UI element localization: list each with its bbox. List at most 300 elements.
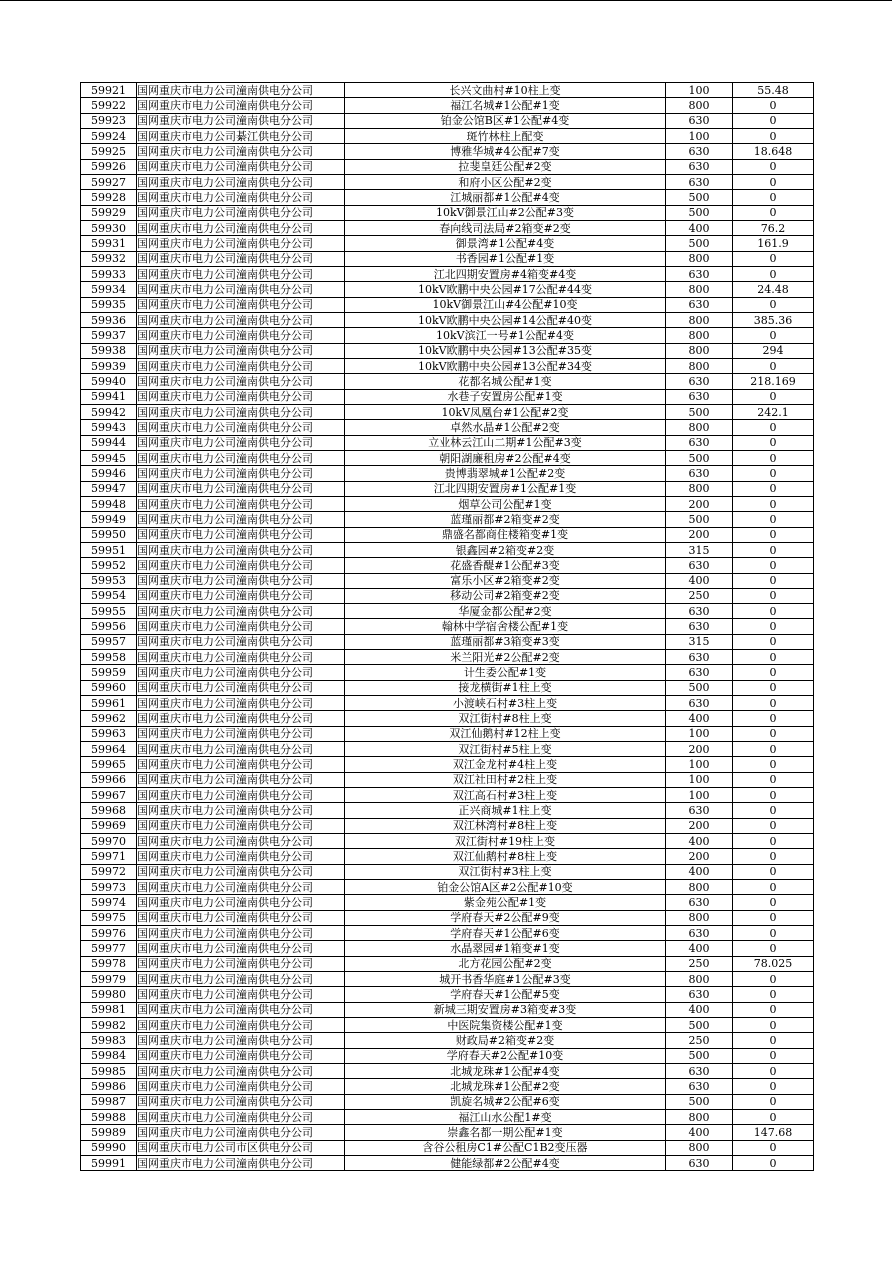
table-row [81,956,814,971]
value-cell: 0 [733,849,814,864]
company-cell: 国网重庆市电力公司潼南供电分公司 [137,880,345,895]
row-id-cell: 59941 [81,389,137,404]
transformer-name-cell: 移动公司#2箱变#2变 [345,588,666,603]
table-row [81,1002,814,1017]
capacity-cell: 315 [666,542,733,557]
capacity-cell: 100 [666,83,733,98]
transformer-name-cell: 蓝瑾丽都#3箱变#3变 [345,634,666,649]
table-row [81,619,814,634]
row-id-cell: 59968 [81,803,137,818]
transformer-name-cell: 贵博翡翠城#1公配#2变 [345,466,666,481]
capacity-cell: 630 [666,466,733,481]
row-id-cell: 59934 [81,282,137,297]
table-row [81,972,814,987]
row-id-cell: 59975 [81,910,137,925]
transformer-name-cell: 翰林中学宿舍楼公配#1变 [345,619,666,634]
capacity-cell: 200 [666,818,733,833]
row-id-cell: 59963 [81,726,137,741]
value-cell: 0 [733,1079,814,1094]
transformer-name-cell: 接龙横街#1柱上变 [345,680,666,695]
table-row [81,742,814,757]
table-row [81,573,814,588]
data-sheet [80,82,814,1171]
company-cell: 国网重庆市电力公司潼南供电分公司 [137,588,345,603]
row-id-cell: 59962 [81,711,137,726]
capacity-cell: 630 [666,174,733,189]
value-cell: 0 [733,358,814,373]
transformer-name-cell: 铂金公馆A区#2公配#10变 [345,880,666,895]
table-row [81,1094,814,1109]
company-cell: 国网重庆市电力公司潼南供电分公司 [137,1155,345,1170]
company-cell: 国网重庆市电力公司潼南供电分公司 [137,358,345,373]
value-cell: 0 [733,435,814,450]
company-cell: 国网重庆市电力公司潼南供电分公司 [137,726,345,741]
value-cell: 0 [733,1094,814,1109]
row-id-cell: 59952 [81,558,137,573]
value-cell: 0 [733,512,814,527]
value-cell: 0 [733,1002,814,1017]
table-row [81,726,814,741]
transformer-name-cell: 正兴商城#1柱上变 [345,803,666,818]
capacity-cell: 630 [666,604,733,619]
capacity-cell: 630 [666,374,733,389]
value-cell: 0 [733,1064,814,1079]
capacity-cell: 500 [666,404,733,419]
row-id-cell: 59936 [81,312,137,327]
transformer-name-cell: 学府春天#2公配#9变 [345,910,666,925]
company-cell: 国网重庆市电力公司潼南供电分公司 [137,1125,345,1140]
value-cell: 0 [733,604,814,619]
value-cell: 0 [733,558,814,573]
transformer-name-cell: 小渡峡石村#3柱上变 [345,696,666,711]
transformer-name-cell: 烟草公司公配#1变 [345,496,666,511]
table-row [81,849,814,864]
value-cell: 0 [733,174,814,189]
capacity-cell: 630 [666,987,733,1002]
transformer-name-cell: 富乐小区#2箱变#2变 [345,573,666,588]
transformer-name-cell: 双江街村#19柱上变 [345,834,666,849]
row-id-cell: 59954 [81,588,137,603]
company-cell: 国网重庆市电力公司潼南供电分公司 [137,205,345,220]
value-cell: 0 [733,481,814,496]
table-row [81,1064,814,1079]
company-cell: 国网重庆市电力公司潼南供电分公司 [137,389,345,404]
value-cell: 0 [733,205,814,220]
company-cell: 国网重庆市电力公司潼南供电分公司 [137,895,345,910]
company-cell: 国网重庆市电力公司潼南供电分公司 [137,174,345,189]
capacity-cell: 500 [666,1048,733,1063]
capacity-cell: 400 [666,864,733,879]
table-row [81,466,814,481]
row-id-cell: 59961 [81,696,137,711]
table-row [81,910,814,925]
table-row [81,941,814,956]
transformer-name-cell: 新城三期安置房#3箱变#3变 [345,1002,666,1017]
table-row [81,1155,814,1170]
transformer-name-cell: 健能绿都#2公配#4变 [345,1155,666,1170]
company-cell: 国网重庆市电力公司潼南供电分公司 [137,987,345,1002]
value-cell: 0 [733,1109,814,1124]
table-row [81,1018,814,1033]
transformer-name-cell: 长兴文曲村#10柱上变 [345,83,666,98]
value-cell: 0 [733,864,814,879]
capacity-cell: 500 [666,512,733,527]
transformer-name-cell: 蓝瑾丽都#2箱变#2变 [345,512,666,527]
company-cell: 国网重庆市电力公司潼南供电分公司 [137,972,345,987]
table-row [81,1079,814,1094]
value-cell: 0 [733,619,814,634]
transformer-name-cell: 水晶翠园#1箱变#1变 [345,941,666,956]
row-id-cell: 59987 [81,1094,137,1109]
company-cell: 国网重庆市电力公司潼南供电分公司 [137,818,345,833]
transformer-name-cell: 朝阳湖廉租房#2公配#4变 [345,450,666,465]
table-row [81,251,814,266]
table-row [81,481,814,496]
value-cell: 0 [733,266,814,281]
capacity-cell: 800 [666,358,733,373]
capacity-cell: 250 [666,1033,733,1048]
company-cell: 国网重庆市电力公司潼南供电分公司 [137,312,345,327]
transformer-name-cell: 春向线司法局#2箱变#2变 [345,220,666,235]
table-row [81,926,814,941]
row-id-cell: 59973 [81,880,137,895]
transformer-name-cell: 双江仙鹅村#8柱上变 [345,849,666,864]
capacity-cell: 500 [666,680,733,695]
table-row [81,1033,814,1048]
table-row [81,220,814,235]
table-row [81,772,814,787]
transformer-name-cell: 计生委公配#1变 [345,665,666,680]
capacity-cell: 400 [666,711,733,726]
company-cell: 国网重庆市电力公司潼南供电分公司 [137,604,345,619]
company-cell: 国网重庆市电力公司潼南供电分公司 [137,1033,345,1048]
company-cell: 国网重庆市电力公司潼南供电分公司 [137,834,345,849]
row-id-cell: 59979 [81,972,137,987]
value-cell: 0 [733,834,814,849]
table-row [81,159,814,174]
value-cell: 0 [733,328,814,343]
table-row [81,496,814,511]
table-row [81,634,814,649]
capacity-cell: 250 [666,956,733,971]
company-cell: 国网重庆市电力公司潼南供电分公司 [137,665,345,680]
table-row [81,880,814,895]
company-cell: 国网重庆市电力公司潼南供电分公司 [137,144,345,159]
company-cell: 国网重庆市电力公司潼南供电分公司 [137,83,345,98]
row-id-cell: 59964 [81,742,137,757]
company-cell: 国网重庆市电力公司潼南供电分公司 [137,466,345,481]
table-row [81,542,814,557]
row-id-cell: 59927 [81,174,137,189]
row-id-cell: 59943 [81,420,137,435]
row-id-cell: 59931 [81,236,137,251]
row-id-cell: 59980 [81,987,137,1002]
capacity-cell: 800 [666,1109,733,1124]
capacity-cell: 100 [666,757,733,772]
row-id-cell: 59939 [81,358,137,373]
row-id-cell: 59928 [81,190,137,205]
row-id-cell: 59957 [81,634,137,649]
row-id-cell: 59982 [81,1018,137,1033]
capacity-cell: 630 [666,803,733,818]
transformer-name-cell: 学府春天#2公配#10变 [345,1048,666,1063]
table-row [81,788,814,803]
company-cell: 国网重庆市电力公司潼南供电分公司 [137,1048,345,1063]
capacity-cell: 200 [666,527,733,542]
row-id-cell: 59935 [81,297,137,312]
row-id-cell: 59959 [81,665,137,680]
company-cell: 国网重庆市电力公司潼南供电分公司 [137,481,345,496]
capacity-cell: 630 [666,1064,733,1079]
value-cell: 0 [733,726,814,741]
transformer-name-cell: 中医院集资楼公配#1变 [345,1018,666,1033]
company-cell: 国网重庆市电力公司潼南供电分公司 [137,711,345,726]
company-cell: 国网重庆市电力公司潼南供电分公司 [137,450,345,465]
transformer-name-cell: 学府春天#1公配#6变 [345,926,666,941]
row-id-cell: 59970 [81,834,137,849]
capacity-cell: 630 [666,558,733,573]
value-cell: 0 [733,818,814,833]
value-cell: 18.648 [733,144,814,159]
transformer-name-cell: 御景湾#1公配#4变 [345,236,666,251]
value-cell: 0 [733,803,814,818]
table-row [81,389,814,404]
row-id-cell: 59929 [81,205,137,220]
company-cell: 国网重庆市电力公司潼南供电分公司 [137,1018,345,1033]
company-cell: 国网重庆市电力公司潼南供电分公司 [137,404,345,419]
table-row [81,297,814,312]
capacity-cell: 800 [666,910,733,925]
company-cell: 国网重庆市电力公司潼南供电分公司 [137,849,345,864]
table-row [81,174,814,189]
transformer-name-cell: 博雅华城#4公配#7变 [345,144,666,159]
transformer-name-cell: 福江山水公配1#变 [345,1109,666,1124]
transformer-name-cell: 10kV欧鹏中央公园#13公配#34变 [345,358,666,373]
row-id-cell: 59946 [81,466,137,481]
transformer-table [80,82,814,1171]
capacity-cell: 400 [666,573,733,588]
table-row [81,895,814,910]
transformer-name-cell: 双江社田村#2柱上变 [345,772,666,787]
value-cell: 0 [733,128,814,143]
value-cell: 0 [733,113,814,128]
capacity-cell: 630 [666,113,733,128]
row-id-cell: 59974 [81,895,137,910]
capacity-cell: 800 [666,880,733,895]
value-cell: 0 [733,251,814,266]
table-row [81,527,814,542]
row-id-cell: 59924 [81,128,137,143]
row-id-cell: 59926 [81,159,137,174]
company-cell: 国网重庆市电力公司潼南供电分公司 [137,619,345,634]
transformer-name-cell: 北城龙珠#1公配#2变 [345,1079,666,1094]
value-cell: 0 [733,910,814,925]
transformer-name-cell: 花盛香醍#1公配#3变 [345,558,666,573]
table-row [81,236,814,251]
transformer-name-cell: 江北四期安置房#1公配#1变 [345,481,666,496]
table-row [81,864,814,879]
value-cell: 0 [733,450,814,465]
capacity-cell: 800 [666,312,733,327]
value-cell: 0 [733,542,814,557]
table-row [81,266,814,281]
company-cell: 国网重庆市电力公司潼南供电分公司 [137,941,345,956]
transformer-name-cell: 10kV御景江山#2公配#3变 [345,205,666,220]
value-cell: 55.48 [733,83,814,98]
transformer-name-cell: 学府春天#1公配#5变 [345,987,666,1002]
capacity-cell: 630 [666,144,733,159]
capacity-cell: 400 [666,220,733,235]
transformer-name-cell: 花都名城公配#1变 [345,374,666,389]
value-cell: 0 [733,1033,814,1048]
transformer-name-cell: 卓然水晶#1公配#2变 [345,420,666,435]
company-cell: 国网重庆市电力公司潼南供电分公司 [137,251,345,266]
value-cell: 0 [733,742,814,757]
row-id-cell: 59930 [81,220,137,235]
value-cell: 0 [733,665,814,680]
transformer-name-cell: 银鑫园#2箱变#2变 [345,542,666,557]
row-id-cell: 59966 [81,772,137,787]
capacity-cell: 800 [666,328,733,343]
row-id-cell: 59938 [81,343,137,358]
row-id-cell: 59942 [81,404,137,419]
table-row [81,420,814,435]
capacity-cell: 630 [666,665,733,680]
row-id-cell: 59981 [81,1002,137,1017]
company-cell: 国网重庆市电力公司潼南供电分公司 [137,542,345,557]
value-cell: 0 [733,588,814,603]
row-id-cell: 59923 [81,113,137,128]
table-row [81,374,814,389]
row-id-cell: 59947 [81,481,137,496]
transformer-name-cell: 崇鑫名都一期公配#1变 [345,1125,666,1140]
capacity-cell: 500 [666,190,733,205]
row-id-cell: 59971 [81,849,137,864]
row-id-cell: 59921 [81,83,137,98]
row-id-cell: 59958 [81,650,137,665]
table-row [81,711,814,726]
capacity-cell: 800 [666,481,733,496]
row-id-cell: 59983 [81,1033,137,1048]
transformer-name-cell: 含谷公租房C1#公配C1B2变压器 [345,1140,666,1155]
company-cell: 国网重庆市电力公司潼南供电分公司 [137,159,345,174]
company-cell: 国网重庆市电力公司潼南供电分公司 [137,696,345,711]
company-cell: 国网重庆市电力公司潼南供电分公司 [137,435,345,450]
transformer-name-cell: 城开书香华庭#1公配#3变 [345,972,666,987]
table-row [81,128,814,143]
value-cell: 0 [733,772,814,787]
table-row [81,144,814,159]
row-id-cell: 59937 [81,328,137,343]
row-id-cell: 59960 [81,680,137,695]
value-cell: 0 [733,696,814,711]
row-id-cell: 59991 [81,1155,137,1170]
capacity-cell: 630 [666,297,733,312]
company-cell: 国网重庆市电力公司潼南供电分公司 [137,420,345,435]
transformer-name-cell: 凯旋名城#2公配#6变 [345,1094,666,1109]
company-cell: 国网重庆市电力公司潼南供电分公司 [137,190,345,205]
transformer-name-cell: 10kV欧鹏中央公园#14公配#40变 [345,312,666,327]
table-row [81,113,814,128]
transformer-name-cell: 10kV欧鹏中央公园#17公配#44变 [345,282,666,297]
row-id-cell: 59956 [81,619,137,634]
transformer-name-cell: 紫金苑公配#1变 [345,895,666,910]
table-row [81,665,814,680]
transformer-name-cell: 双江街村#5柱上变 [345,742,666,757]
table-row [81,1140,814,1155]
row-id-cell: 59932 [81,251,137,266]
row-id-cell: 59944 [81,435,137,450]
table-row [81,987,814,1002]
table-row [81,450,814,465]
value-cell: 0 [733,711,814,726]
company-cell: 国网重庆市电力公司潼南供电分公司 [137,113,345,128]
value-cell: 0 [733,496,814,511]
company-cell: 国网重庆市电力公司潼南供电分公司 [137,374,345,389]
table-body [81,83,814,1171]
capacity-cell: 100 [666,772,733,787]
company-cell: 国网重庆市电力公司潼南供电分公司 [137,772,345,787]
row-id-cell: 59986 [81,1079,137,1094]
company-cell: 国网重庆市电力公司潼南供电分公司 [137,650,345,665]
capacity-cell: 200 [666,849,733,864]
table-row [81,558,814,573]
row-id-cell: 59969 [81,818,137,833]
capacity-cell: 100 [666,788,733,803]
row-id-cell: 59984 [81,1048,137,1063]
capacity-cell: 630 [666,650,733,665]
company-cell: 国网重庆市电力公司潼南供电分公司 [137,512,345,527]
company-cell: 国网重庆市电力公司潼南供电分公司 [137,1109,345,1124]
company-cell: 国网重庆市电力公司潼南供电分公司 [137,1094,345,1109]
value-cell: 147.68 [733,1125,814,1140]
value-cell: 78.025 [733,956,814,971]
value-cell: 0 [733,880,814,895]
table-row [81,83,814,98]
transformer-name-cell: 铂金公馆B区#1公配#4变 [345,113,666,128]
transformer-name-cell: 10kV欧鹏中央公园#13公配#35变 [345,343,666,358]
company-cell: 国网重庆市电力公司潼南供电分公司 [137,558,345,573]
capacity-cell: 315 [666,634,733,649]
value-cell: 0 [733,1140,814,1155]
row-id-cell: 59990 [81,1140,137,1155]
company-cell: 国网重庆市电力公司潼南供电分公司 [137,634,345,649]
transformer-name-cell: 福江名城#1公配#1变 [345,98,666,113]
row-id-cell: 59953 [81,573,137,588]
table-row [81,1048,814,1063]
row-id-cell: 59948 [81,496,137,511]
company-cell: 国网重庆市电力公司潼南供电分公司 [137,1064,345,1079]
value-cell: 0 [733,680,814,695]
capacity-cell: 630 [666,389,733,404]
row-id-cell: 59925 [81,144,137,159]
table-row [81,190,814,205]
company-cell: 国网重庆市电力公司潼南供电分公司 [137,1079,345,1094]
value-cell: 0 [733,1048,814,1063]
capacity-cell: 630 [666,696,733,711]
table-row [81,834,814,849]
table-row [81,282,814,297]
transformer-name-cell: 华厦金都公配#2变 [345,604,666,619]
value-cell: 0 [733,1018,814,1033]
capacity-cell: 630 [666,435,733,450]
capacity-cell: 800 [666,282,733,297]
value-cell: 0 [733,941,814,956]
company-cell: 国网重庆市电力公司潼南供电分公司 [137,864,345,879]
capacity-cell: 630 [666,619,733,634]
value-cell: 0 [733,389,814,404]
company-cell: 国网重庆市电力公司潼南供电分公司 [137,266,345,281]
